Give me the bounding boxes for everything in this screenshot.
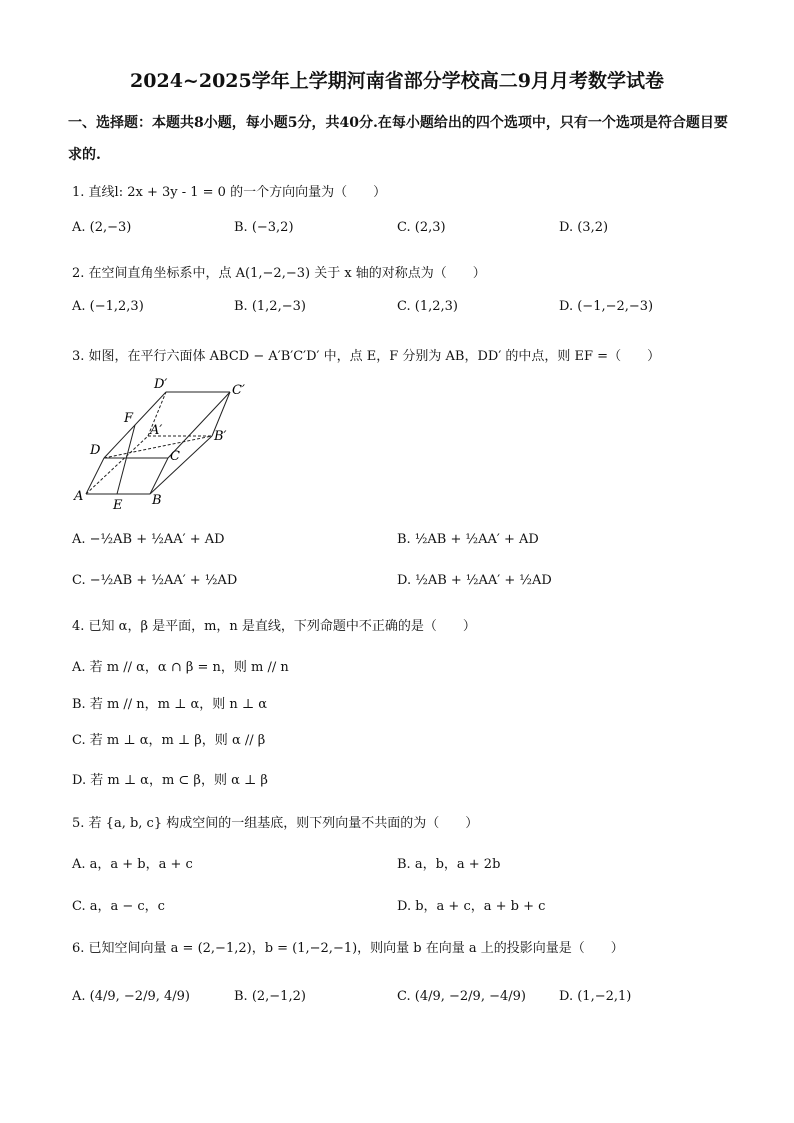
question-5-option-d: D. b，a + c，a + b + c (397, 899, 546, 914)
label-d-prime: D′ (154, 377, 168, 392)
parallelepiped-figure (68, 372, 258, 512)
question-6-text: 6. 已知空间向量 a = (2,−1,2)，b = (1,−2,−1)，则向量 b 在向量 a 上的投影向量是（ ） (72, 941, 624, 956)
question-4-option-c: C. 若 m ⊥ α，m ⊥ β，则 α // β (72, 733, 266, 748)
section-heading: 一、选择题：本题共8小题，每小题5分，共40分.在每小题给出的四个选项中，只有一个选项是符合题目要求的. (68, 115, 728, 163)
label-e: E (113, 498, 123, 512)
question-1-option-a: A. (2,−3) (72, 220, 132, 235)
question-2-option-c: C. (1,2,3) (397, 299, 458, 314)
label-b-prime: B′ (214, 429, 227, 444)
label-c-prime: C′ (232, 383, 245, 398)
exam-title: 2024~2025学年上学期河南省部分学校高二9月月考数学试卷 (130, 70, 664, 92)
question-4-text: 4. 已知 α，β 是平面，m，n 是直线，下列命题中不正确的是（ ） (72, 619, 476, 634)
question-3-option-b: B. ½AB + ½AA′ + AD (397, 532, 539, 547)
question-1-text: 1. 直线l: 2x + 3y - 1 = 0 的一个方向向量为（ ） (72, 185, 387, 200)
question-1-option-d: D. (3,2) (559, 220, 609, 235)
question-5-option-c: C. a，a − c，c (72, 899, 165, 914)
question-4-option-b: B. 若 m // n，m ⊥ α，则 n ⊥ α (72, 697, 268, 712)
question-2-option-b: B. (1,2,−3) (234, 299, 306, 314)
question-2-option-a: A. (−1,2,3) (72, 299, 144, 314)
question-5-option-b: B. a，b，a + 2b (397, 857, 501, 872)
question-5-text: 5. 若 {a, b, c} 构成空间的一组基底，则下列向量不共面的为（ ） (72, 816, 479, 831)
label-b: B (152, 493, 162, 508)
question-5-option-a: A. a，a + b，a + c (72, 857, 193, 872)
question-6-option-b: B. (2,−1,2) (234, 989, 306, 1004)
question-3-option-c: C. −½AB + ½AA′ + ½AD (72, 573, 238, 588)
question-2-option-d: D. (−1,−2,−3) (559, 299, 654, 314)
question-2-text: 2. 在空间直角坐标系中，点 A(1,−2,−3) 关于 x 轴的对称点为（ ） (72, 266, 486, 281)
question-3-text: 3. 如图，在平行六面体 ABCD − A′B′C′D′ 中，点 E，F 分别为 AB，DD′ 的中点，则 EF =（ ） (72, 349, 661, 364)
question-4-option-d: D. 若 m ⊥ α，m ⊂ β，则 α ⊥ β (72, 773, 268, 788)
label-c: C (170, 449, 180, 464)
question-6-option-c: C. (4/9, −2/9, −4/9) (397, 989, 526, 1004)
label-d: D (90, 443, 101, 458)
question-6-option-a: A. (4/9, −2/9, 4/9) (72, 989, 190, 1004)
question-1-option-b: B. (−3,2) (234, 220, 294, 235)
question-1-option-c: C. (2,3) (397, 220, 446, 235)
label-f: F (124, 411, 134, 426)
label-a: A (74, 489, 84, 504)
question-4-option-a: A. 若 m // α，α ∩ β = n，则 m // n (72, 660, 289, 675)
question-3-option-d: D. ½AB + ½AA′ + ½AD (397, 573, 552, 588)
question-3-option-a: A. −½AB + ½AA′ + AD (72, 532, 225, 547)
question-6-option-d: D. (1,−2,1) (559, 989, 632, 1004)
label-a-prime: A′ (150, 423, 163, 438)
